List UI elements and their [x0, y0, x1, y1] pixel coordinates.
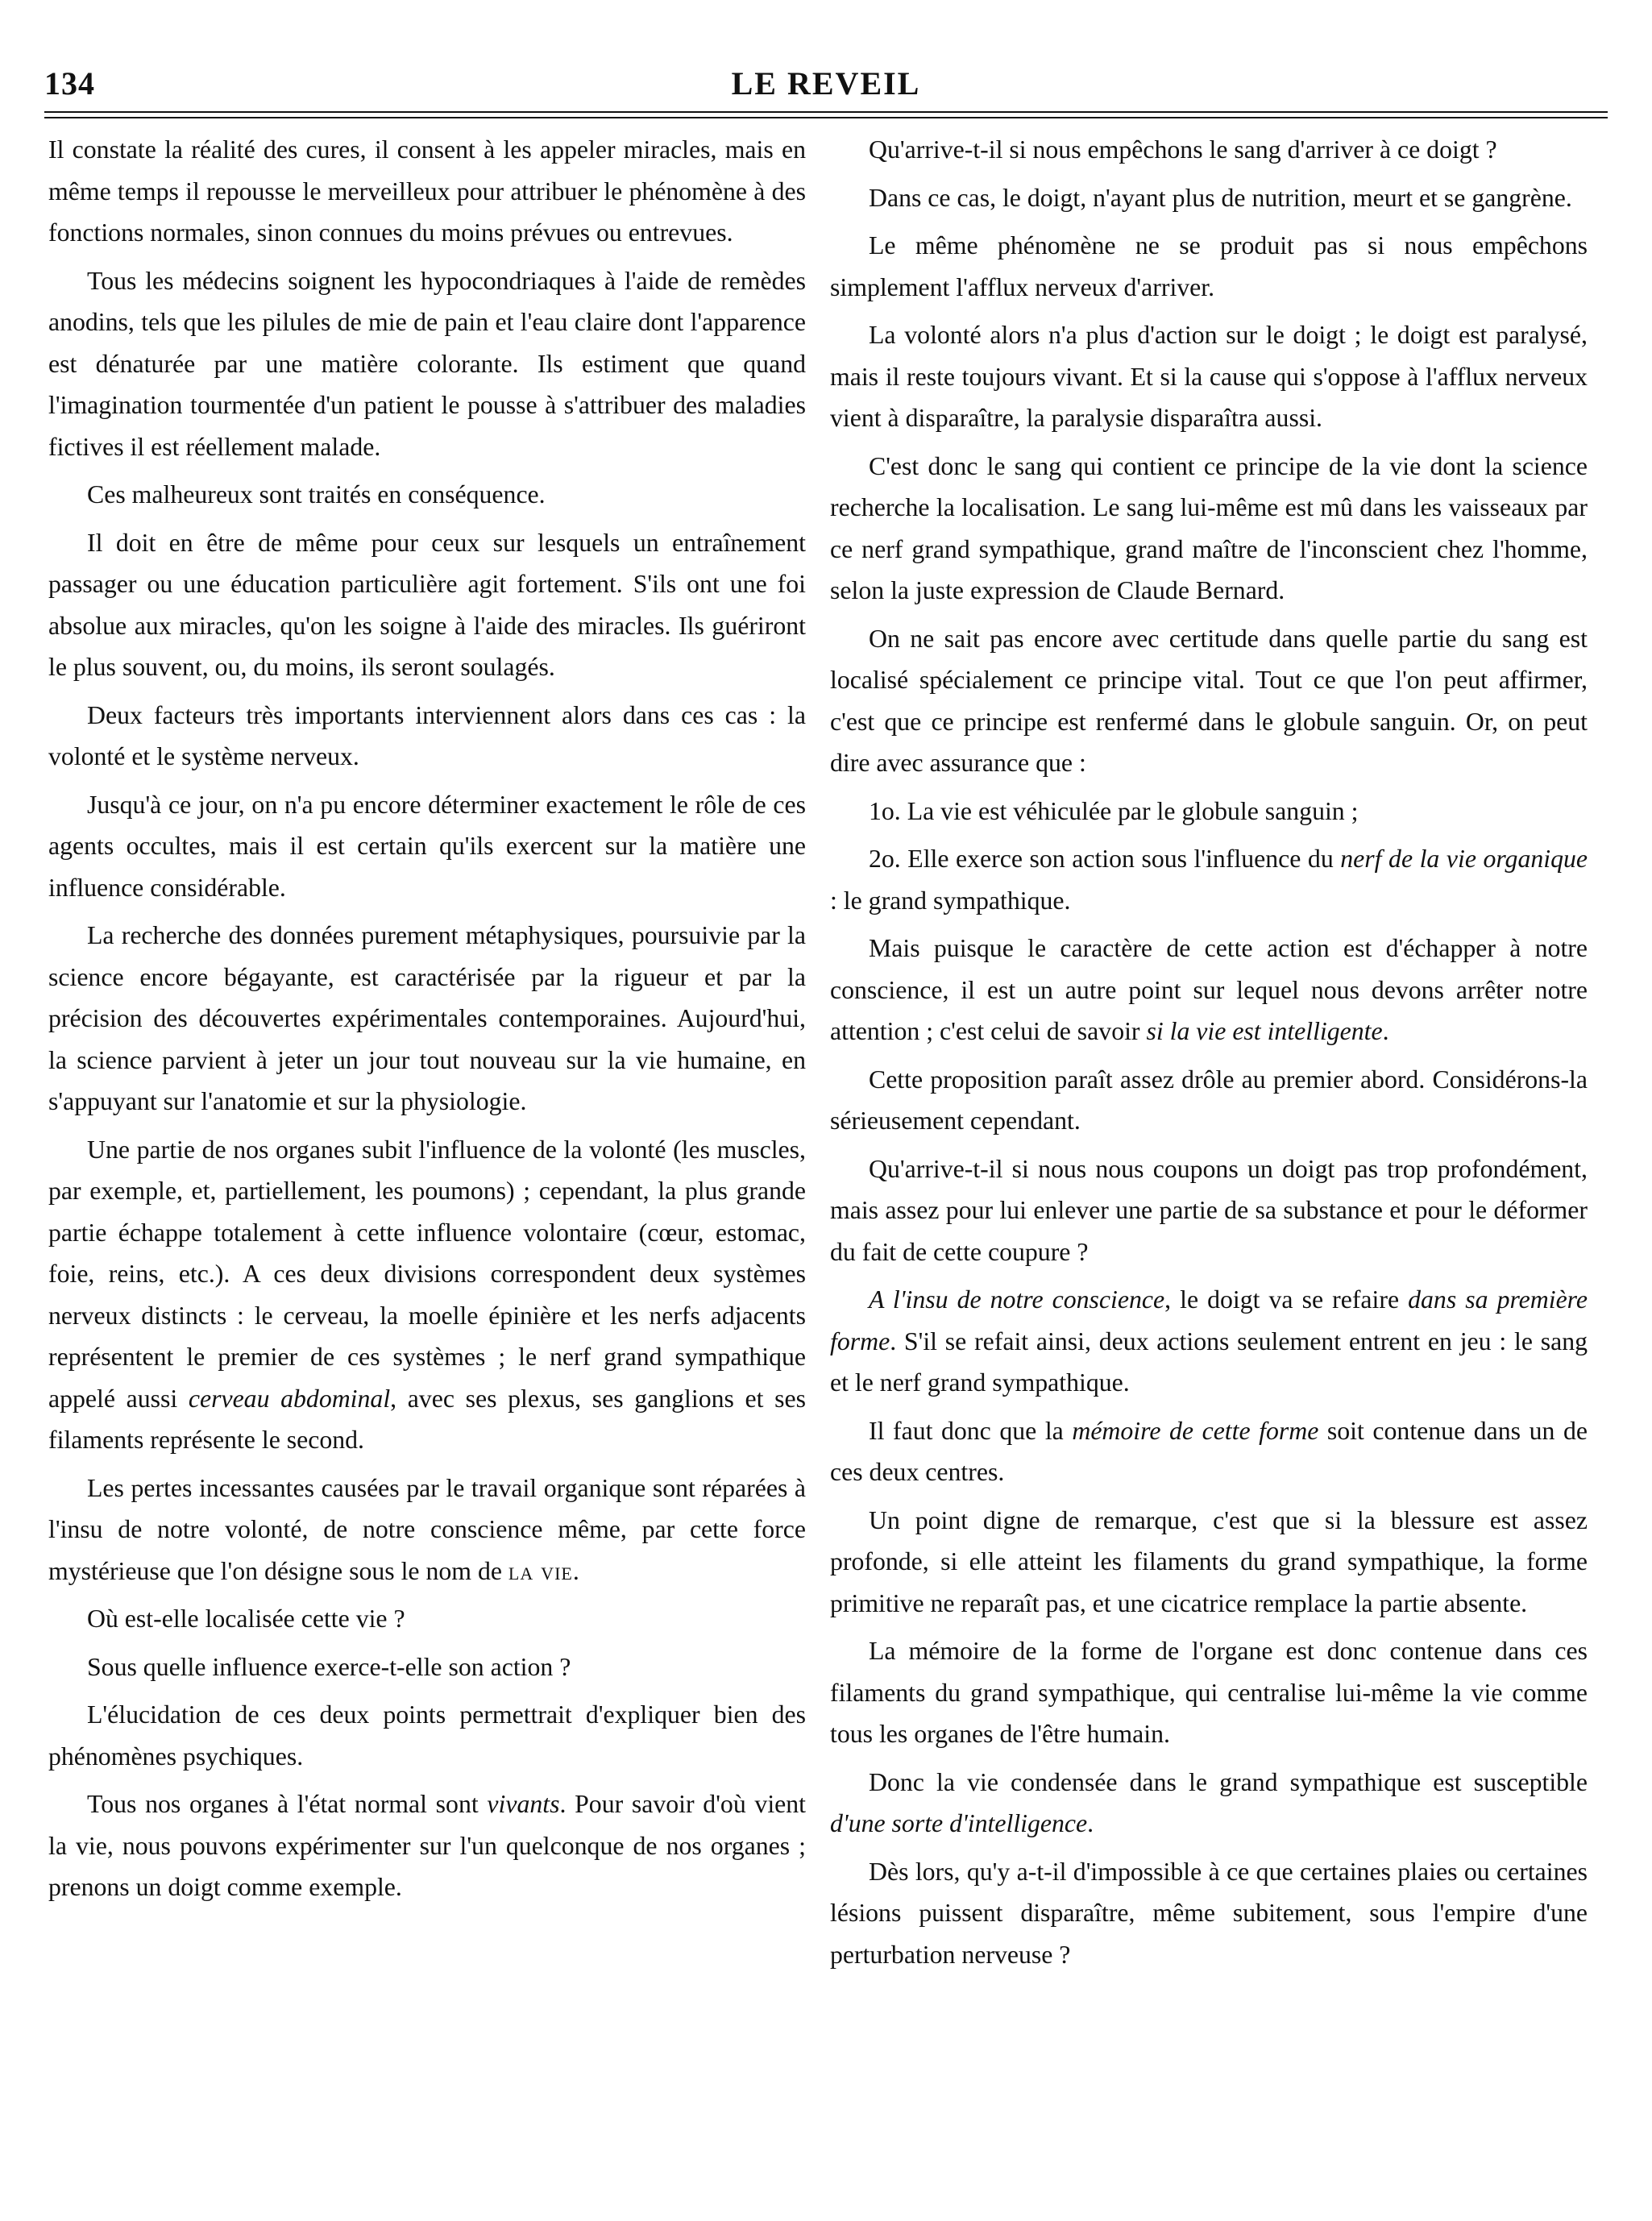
paragraph: La volonté alors n'a plus d'action sur le doigt ; le doigt est paralysé, mais il reste toujours vivant. Et si la cause qui s'oppose à l'afflux nerveux vient à disparaître, la paralysie disparaîtra aussi. [830, 321, 1588, 432]
italic-term: cerveau abdominal [188, 1384, 391, 1413]
paragraph: La recherche des données purement métaphysiques, poursuivie par la science encore bégayante, est caractérisée par la rigueur et par la précision des découvertes expérimentales contemporaines. Aujourd'hui, la science parvient à jeter un jour tout nouveau sur la vie humaine, en s'appuyant sur l'anatomie et sur la physiologie. [48, 921, 806, 1115]
paragraph: Cette proposition paraît assez drôle au premier abord. Considérons-la sérieusement cependant. [830, 1065, 1588, 1135]
paragraph: Un point digne de remarque, c'est que si la blessure est assez profonde, si elle atteint les filaments du grand sympathique, la forme primitive ne reparaît pas, et une cicatrice remplace la partie absente. [830, 1505, 1588, 1617]
paragraph: Deux facteurs très importants interviennent alors dans ces cas : la volonté et le système nerveux. [48, 700, 806, 770]
text-run: . Pour savoir d'où vient la vie, nous pouvons expérimenter sur l'un quelconque de nos organes ; prenons un doigt comme exemple. [48, 1790, 806, 1901]
italic-term: dans sa première forme [830, 1285, 1588, 1355]
paragraph [48, 1783, 806, 1908]
paragraph: 1o. La vie est véhiculée par le globule sanguin ; [869, 796, 1359, 825]
paragraph: Sous quelle influence exerce-t-elle son action ? [87, 1652, 571, 1681]
italic-term: d'une sorte d'intelligence [830, 1809, 1088, 1837]
left-column [48, 129, 806, 1915]
paragraph [48, 1468, 806, 1592]
paragraph: L'élucidation de ces deux points permettrait d'expliquer bien des phénomènes psychiques. [48, 1700, 806, 1771]
paragraph: C'est donc le sang qui contient ce principe de la vie dont la science recherche la localisation. Le sang lui-même est mû dans les vaisseaux par ce nerf grand sympathique, grand maître de l'inconscient chez l'homme, selon la juste expression de Claude Bernard. [830, 451, 1588, 604]
text-run: Tous nos organes à l'état normal sont [87, 1790, 488, 1818]
header-rule-top [44, 111, 1608, 113]
paragraph: Le même phénomène ne se produit pas si nous empêchons simplement l'afflux nerveux d'arriver. [830, 231, 1588, 301]
text-run: Il faut donc que la [869, 1416, 1073, 1445]
paragraph: Il doit en être de même pour ceux sur lesquels un entraînement passager ou une éducation particulière agit fortement. S'ils ont une foi absolue aux miracles, qu'on les soigne à l'aide des miracles. Ils guériront le plus souvent, ou, du moins, ils seront soulagés. [48, 528, 806, 681]
paragraph: Qu'arrive-t-il si nous nous coupons un doigt pas trop profondément, mais assez pour lui enlever une partie de sa substance et pour le déformer du fait de cette coupure ? [830, 1154, 1588, 1266]
text-run: Les pertes incessantes causées par le travail organique sont réparées à l'insu de notre volonté, de notre conscience même, par cette force mystérieuse que l'on désigne sous le nom de [48, 1473, 806, 1585]
text-run: soit contenue dans un de ces deux centres. [830, 1416, 1588, 1486]
paragraph: Ces malheureux sont traités en conséquence. [87, 480, 546, 509]
paragraph: Où est-elle localisée cette vie ? [87, 1605, 405, 1633]
paragraph [830, 1279, 1588, 1404]
italic-term: A l'insu de notre conscience [869, 1285, 1165, 1314]
paragraph [48, 1129, 806, 1461]
italic-term: mémoire de cette forme [1072, 1416, 1319, 1445]
running-title: LE REVEIL [731, 65, 921, 102]
right-column [830, 129, 1588, 1982]
paragraph: Dans ce cas, le doigt, n'ayant plus de nutrition, meurt et se gangrène. [869, 183, 1572, 212]
paragraph: Dès lors, qu'y a-t-il d'impossible à ce que certaines plaies ou certaines lésions puissent disparaître, même subitement, sous l'empire d'une perturbation nerveuse ? [830, 1857, 1588, 1969]
paragraph: La mémoire de la forme de l'organe est donc contenue dans ces filaments du grand sympathique, qui centralise lui-même la vie comme tous les organes de l'être humain. [830, 1637, 1588, 1748]
text-run: Une partie de nos organes subit l'influence de la volonté (les muscles, par exemple, et, partiellement, les poumons) ; cependant, la plus grande partie échappe totalement à cette influence volontaire (cœur, estomac, foie, reins, etc.). A ces deux divisions correspondent deux systèmes nerveux distincts : le cerveau, la moelle épinière et les nerfs adjacents représentent le premier de ces systèmes ; le nerf grand sympathique appelé aussi [48, 1135, 806, 1413]
text-run: , le doigt va se refaire [1164, 1285, 1409, 1314]
text-run: . [1087, 1809, 1094, 1837]
italic-term: nerf de la vie organique [1340, 845, 1588, 873]
paragraph: Jusqu'à ce jour, on n'a pu encore déterminer exactement le rôle de ces agents occultes, mais il est certain qu'ils exercent sur la matière une influence considérable. [48, 790, 806, 902]
page-header [44, 64, 1608, 113]
paragraph [830, 1762, 1588, 1845]
text-run: . S'il se refait ainsi, deux actions seulement entrent en jeu : le sang et le nerf grand sympathique. [830, 1326, 1588, 1397]
small-caps-term: la vie [508, 1556, 573, 1585]
text-run: , avec ses plexus, ses ganglions et ses filaments représente le second. [48, 1384, 806, 1454]
italic-term: si la vie est intelligente [1146, 1017, 1383, 1045]
paragraph: Il constate la réalité des cures, il consent à les appeler miracles, mais en même temps il repousse le merveilleux pour attribuer le phénomène à des fonctions normales, sinon connues du moins prévues ou entrevues. [48, 135, 806, 247]
paragraph [830, 928, 1588, 1052]
text-run: 2o. Elle exerce son action sous l'influence du [869, 845, 1341, 873]
page-number: 134 [44, 65, 95, 102]
paragraph [830, 1410, 1588, 1493]
text-run: . [572, 1556, 579, 1585]
italic-term: vivants [487, 1790, 560, 1818]
text-run: Donc la vie condensée dans le grand sympathique est susceptible [869, 1767, 1588, 1796]
paragraph: Tous les médecins soignent les hypocondriaques à l'aide de remèdes anodins, tels que les pilules de mie de pain et l'eau claire dont l'apparence est dénaturée par une matière colorante. Ils estiment que quand l'imagination tourmentée d'un patient le pousse à s'attribuer des maladies fictives il est réellement malade. [48, 266, 806, 461]
paragraph: On ne sait pas encore avec certitude dans quelle partie du sang est localisé spécialement ce principe vital. Tout ce que l'on peut affirmer, c'est que ce principe est renfermé dans le globule sanguin. Or, on peut dire avec assurance que : [830, 624, 1588, 777]
text-run: . [1382, 1017, 1389, 1045]
text-run: : le grand sympathique. [830, 886, 1071, 915]
paragraph [830, 838, 1588, 921]
header-rule-bottom [44, 117, 1608, 118]
text-run: Mais puisque le caractère de cette action est d'échapper à notre conscience, il est un autre point sur lequel nous devons arrêter notre attention ; c'est celui de savoir [830, 934, 1588, 1045]
paragraph: Qu'arrive-t-il si nous empêchons le sang d'arriver à ce doigt ? [869, 135, 1497, 164]
